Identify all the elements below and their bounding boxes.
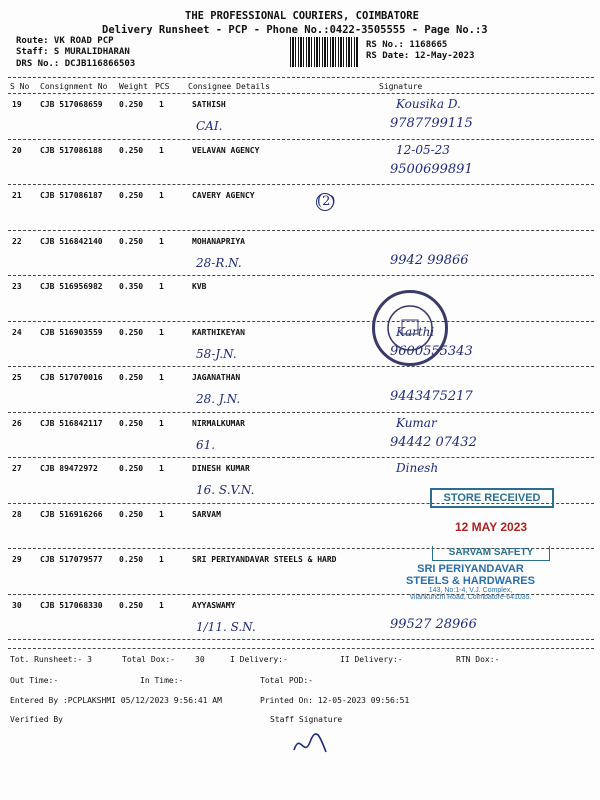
- row-pcs: 1: [159, 191, 164, 200]
- row-sno: 26: [12, 418, 22, 428]
- row-sno: 20: [12, 145, 22, 155]
- row-consignment-no: CJB 89472972: [40, 464, 98, 473]
- rtn-dox: RTN Dox:-: [456, 655, 500, 664]
- row-consignment-no: CJB 517068330: [40, 600, 103, 610]
- handwritten-signature: Kumar: [396, 415, 437, 430]
- handwritten-address: 28-R.N.: [196, 255, 242, 270]
- total-pod: Total POD:-: [260, 676, 313, 685]
- row-weight: 0.250: [119, 145, 144, 155]
- row-sno: 27: [12, 464, 22, 473]
- row-consignee-name: SARVAM: [192, 509, 221, 519]
- handwritten-address: 1/11. S.N.: [196, 619, 256, 634]
- row-sno: 29: [12, 555, 22, 564]
- col-consignee: Consignee Details: [188, 82, 270, 91]
- row-divider: [8, 639, 594, 640]
- divider: [8, 648, 594, 649]
- handwritten-phone: 9787799115: [390, 116, 473, 131]
- row-sno: 30: [12, 600, 22, 610]
- handwritten-address: 58-J.N.: [196, 346, 237, 361]
- drs-number: DRS No.: DCJB116866503: [16, 59, 136, 69]
- route-label: Route: VK ROAD PCP: [16, 36, 114, 46]
- row-pcs: 1: [159, 555, 164, 564]
- received-date-stamp: 12 MAY 2023: [455, 520, 528, 534]
- handwritten-phone: 99527 28966: [390, 616, 477, 632]
- total-dox-value: 30: [195, 655, 205, 664]
- row-weight: 0.250: [119, 327, 144, 337]
- seal-icon: [375, 293, 445, 363]
- row-divider: [8, 230, 594, 231]
- rs-date: RS Date: 12-May-2023: [366, 51, 475, 61]
- printed-on: Printed On: 12-05-2023 09:56:51: [260, 696, 410, 705]
- row-divider: [8, 457, 594, 458]
- stamp-line: SRI PERIYANDAVAR: [417, 563, 524, 575]
- row-consignment-no: CJB 516956982: [40, 282, 103, 291]
- handwritten-phone: 9443475217: [390, 389, 473, 404]
- row-pcs: 1: [159, 145, 164, 155]
- row-weight: 0.250: [119, 600, 144, 610]
- handwritten-signature: Karthi: [396, 324, 435, 339]
- total-dox-label: Total Dox:-: [122, 655, 175, 664]
- row-sno: 22: [12, 236, 22, 246]
- row-weight: 0.250: [119, 418, 144, 428]
- row-consignment-no: CJB 516842140: [40, 236, 103, 246]
- row-consignee-name: MOHANAPRIYA: [192, 236, 245, 246]
- row-sno: 23: [12, 282, 22, 291]
- row-consignee-name: NIRMALKUMAR: [192, 418, 245, 428]
- handwritten-phone: 9600555343: [390, 343, 473, 359]
- row-pcs: 1: [159, 600, 164, 610]
- out-time: Out Time:-: [10, 676, 59, 685]
- handwritten-address: 61.: [196, 437, 216, 452]
- handwritten-phone: 9500699891: [390, 161, 473, 177]
- sarvam-stamp: SARVAM SAFETY: [432, 546, 550, 561]
- row-consignment-no: CJB 517086187: [40, 191, 103, 200]
- row-sno: 28: [12, 509, 22, 519]
- row-pcs: 1: [159, 464, 164, 473]
- row-divider: [8, 366, 594, 367]
- row-divider: [8, 139, 594, 140]
- row-pcs: 1: [159, 282, 164, 291]
- col-signature: Signature: [379, 82, 423, 91]
- row-consignee-name: JAGANATHAN: [192, 373, 241, 382]
- staff-signature-label: Staff Signature: [270, 715, 343, 724]
- row-divider: [8, 412, 594, 413]
- row-weight: 0.250: [119, 100, 144, 109]
- row-weight: 0.350: [119, 282, 144, 291]
- row-consignee-name: KARTHIKEYAN: [192, 327, 245, 337]
- runsheet-title: Delivery Runsheet - PCP - Phone No.:0422-3505555 - Page No.:3: [102, 24, 488, 36]
- handwritten-address: CAI.: [196, 119, 223, 133]
- row-consignee-name: SRI PERIYANDAVAR STEELS & HARD: [192, 555, 337, 564]
- row-weight: 0.250: [119, 373, 144, 382]
- row-consignee-name: VELAVAN AGENCY: [192, 145, 260, 155]
- row-divider: [8, 184, 594, 185]
- staff-signature-mark: [290, 730, 330, 760]
- handwritten-signature: Dinesh: [396, 461, 439, 475]
- row-sno: 19: [12, 100, 22, 109]
- row-pcs: 1: [159, 418, 164, 428]
- i-delivery: I Delivery:-: [230, 655, 288, 664]
- col-consignment: Consignment No: [40, 82, 108, 91]
- verified-by: Verified By: [10, 715, 63, 724]
- row-consignee-name: SATHISH: [192, 100, 226, 109]
- row-divider: [8, 275, 594, 276]
- row-weight: 0.250: [119, 236, 144, 246]
- handwritten-signature: 12-05-23: [396, 142, 450, 157]
- row-weight: 0.250: [119, 191, 144, 200]
- tot-runsheet: Tot. Runsheet:- 3: [10, 655, 92, 664]
- handwritten-address: 28. J.N.: [196, 392, 241, 406]
- row-consignment-no: CJB 517079577: [40, 555, 103, 564]
- company-name: THE PROFESSIONAL COURIERS, COIMBATORE: [185, 10, 419, 22]
- in-time: In Time:-: [140, 676, 184, 685]
- row-consignment-no: CJB 517068659: [40, 100, 103, 109]
- row-weight: 0.250: [119, 509, 144, 519]
- barcode: [290, 37, 358, 67]
- col-pcs: PCS: [155, 82, 170, 91]
- row-consignee-name: DINESH KUMAR: [192, 464, 250, 473]
- divider: [8, 77, 594, 78]
- row-weight: 0.250: [119, 555, 144, 564]
- divider: [8, 93, 594, 94]
- row-divider: [8, 321, 594, 322]
- row-consignment-no: CJB 517086188: [40, 145, 103, 155]
- staff-label: Staff: S MURALIDHARAN: [16, 47, 130, 57]
- row-consignee-name: AYYASWAMY: [192, 600, 236, 610]
- col-sno: S No: [10, 82, 30, 91]
- row-consignment-no: CJB 517070016: [40, 373, 103, 382]
- row-pcs: 1: [159, 509, 164, 519]
- handwritten-address: 16. S.V.N.: [196, 483, 255, 497]
- row-consignment-no: CJB 516916266: [40, 509, 103, 519]
- row-pcs: 1: [159, 236, 164, 246]
- rs-number: RS No.: 1168665: [366, 40, 448, 50]
- col-weight: Weight: [119, 82, 148, 91]
- row-consignee-name: CAVERY AGENCY: [192, 191, 255, 200]
- circle-mark: (2): [317, 194, 336, 209]
- row-sno: 25: [12, 373, 22, 382]
- bank-seal: [372, 290, 448, 366]
- store-received-stamp: STORE RECEIVED: [430, 488, 554, 508]
- row-consignment-no: CJB 516842117: [40, 418, 103, 428]
- row-pcs: 1: [159, 373, 164, 382]
- stamp-line: Vilankurichi Road, Coimbatore-641035.: [409, 594, 532, 601]
- row-sno: 24: [12, 327, 22, 337]
- row-pcs: 1: [159, 100, 164, 109]
- row-consignee-name: KVB: [192, 282, 207, 291]
- row-sno: 21: [12, 191, 22, 200]
- handwritten-phone: 94442 07432: [390, 434, 477, 450]
- handwritten-phone: 9942 99866: [390, 252, 469, 268]
- entered-by: Entered By :PCPLAKSHMI 05/12/2023 9:56:41 AM: [10, 696, 222, 705]
- ii-delivery: II Delivery:-: [340, 655, 403, 664]
- stamp-line: STEELS & HARDWARES: [406, 575, 535, 587]
- row-consignment-no: CJB 516903559: [40, 327, 103, 337]
- row-weight: 0.250: [119, 464, 144, 473]
- handwritten-signature: Kousika D.: [396, 97, 461, 111]
- stamp-line: 143, No:1-4, V.J. Complex,: [428, 587, 513, 594]
- row-pcs: 1: [159, 327, 164, 337]
- periyandavar-stamp: [383, 563, 558, 601]
